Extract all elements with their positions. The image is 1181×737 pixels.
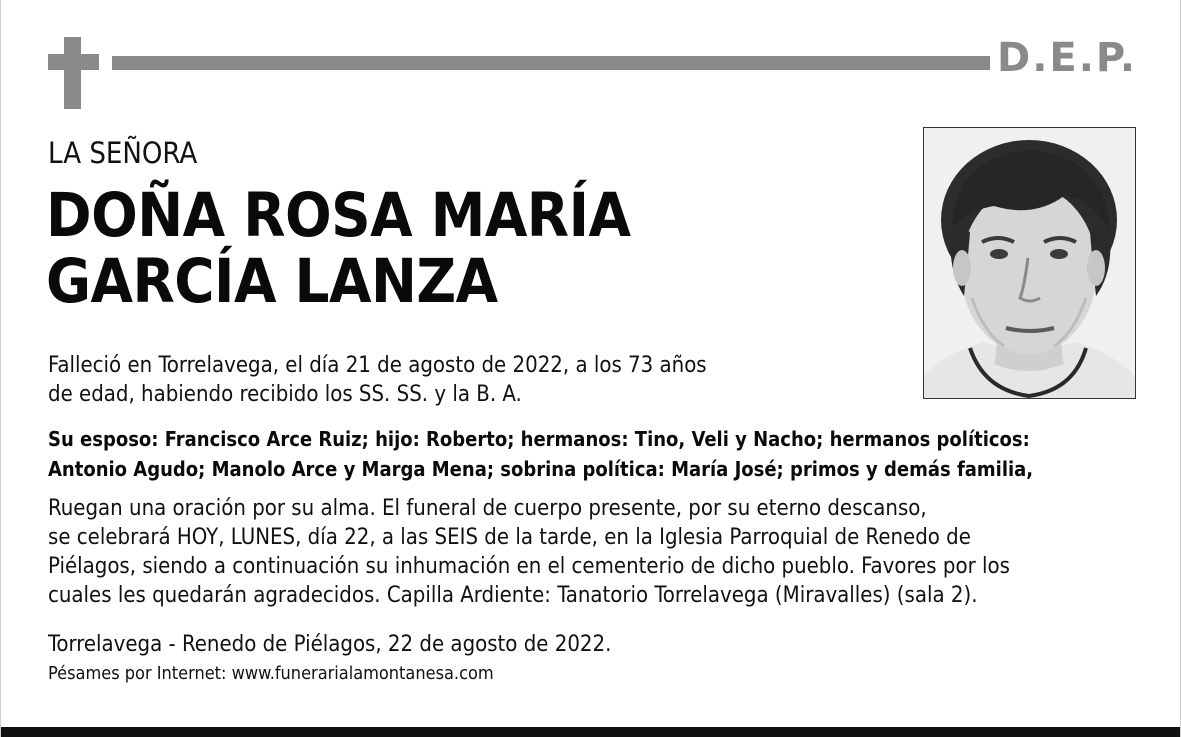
portrait-photo <box>923 127 1136 399</box>
family-line: Su esposo: Francisco Arce Ruiz; hijo: Roberto; hermanos: Tino, Veli y Nacho; hermanos políticos: <box>48 427 1030 451</box>
service-line: Ruegan una oración por su alma. El funeral de cuerpo presente, por su eterno descanso, <box>48 496 927 521</box>
family-paragraph <box>48 424 1033 484</box>
latin-cross-icon-bar <box>48 54 99 70</box>
service-line: Piélagos, siendo a continuación su inhumación en el cementerio de dicho pueblo. Favores por los <box>48 554 1010 579</box>
deceased-name <box>46 180 631 317</box>
portrait-icon <box>924 128 1135 398</box>
service-line: cuales les quedarán agradecidos. Capilla Ardiente: Tanatorio Torrelavega (Miravalles) (sala 2). <box>48 583 978 608</box>
honorific: LA SEÑORA <box>48 136 198 170</box>
bottom-rule <box>1 727 1181 737</box>
name-line: GARCÍA LANZA <box>46 246 498 317</box>
service-paragraph <box>48 494 1010 610</box>
dep-mark: D.E.P. <box>997 35 1138 81</box>
death-paragraph <box>48 351 828 409</box>
latin-cross-icon <box>64 37 81 109</box>
place-and-date: Torrelavega - Renedo de Piélagos, 22 de agosto de 2022. <box>48 632 612 657</box>
condolences-line: Pésames por Internet: www.funerarialamontanesa.com <box>48 663 494 684</box>
header-rule <box>112 56 990 70</box>
name-line: DOÑA ROSA MARÍA <box>46 180 631 251</box>
death-line: Falleció en Torrelavega, el día 21 de agosto de 2022, a los 73 años <box>48 353 707 378</box>
family-line: Antonio Agudo; Manolo Arce y Marga Mena; sobrina política: María José; primos y demás familia, <box>48 457 1034 481</box>
service-line: se celebrará HOY, LUNES, día 22, a las SEIS de la tarde, en la Iglesia Parroquial de Renedo de <box>48 525 971 550</box>
death-line: de edad, habiendo recibido los SS. SS. y la B. A. <box>48 382 522 407</box>
